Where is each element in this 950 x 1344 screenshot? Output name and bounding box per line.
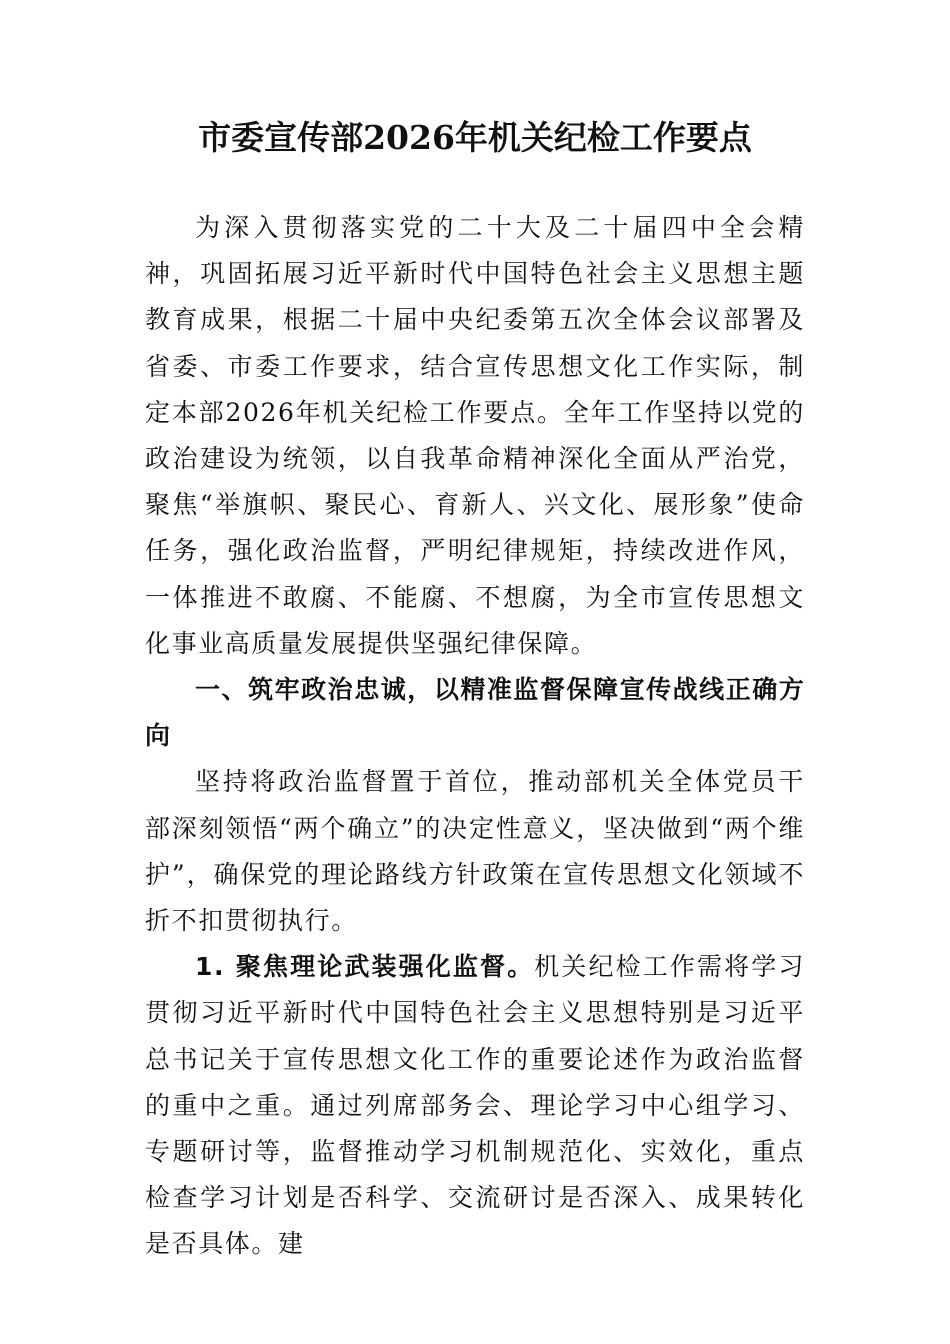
section-heading-1: 一、筑牢政治忠诚，以精准监督保障宣传战线正确方向 [145, 675, 805, 751]
document-title: 市委宣传部2026年机关纪检工作要点 [198, 118, 752, 157]
list-item-text: 机关纪检工作需将学习贯彻习近平新时代中国特色社会主义思想特别是习近平总书记关于宣传思想文化工作的重要论述作为政治监督的重中之重。通过列席部务会、理论学习中心组学习、专题研讨等，监督推动学习机制规范化、实效化，重点检查学习计划是否科学、交流研讨是否深入、成果转化是否具体。建 [145, 952, 805, 1259]
list-item-lead: 1. 聚焦理论武装强化监督。 [195, 952, 535, 982]
section-paragraph-1: 坚持将政治监督置于首位，推动部机关全体党员干部深刻领悟“两个确立”的决定性意义，坚决做到“两个维护”，确保党的理论路线方针政策在宣传思想文化领域不折不扣贯彻执行。 [145, 767, 805, 936]
intro-paragraph: 为深入贯彻落实党的二十大及二十届四中全会精神，巩固拓展习近平新时代中国特色社会主义思想主题教育成果，根据二十届中央纪委第五次全体会议部署及省委、市委工作要求，结合宣传思想文化工作实际，制定本部2026年机关纪检工作要点。全年工作坚持以党的政治建设为统领，以自我革命精神深化全面从严治党，聚焦“举旗帜、聚民心、育新人、兴文化、展形象”使命任务，强化政治监督，严明纪律规矩，持续改进作风，一体推进不敢腐、不能腐、不想腐，为全市宣传思想文化事业高质量发展提供坚强纪律保障。 [145, 213, 805, 658]
list-item-1 [145, 944, 805, 1267]
document-body [145, 205, 805, 1268]
